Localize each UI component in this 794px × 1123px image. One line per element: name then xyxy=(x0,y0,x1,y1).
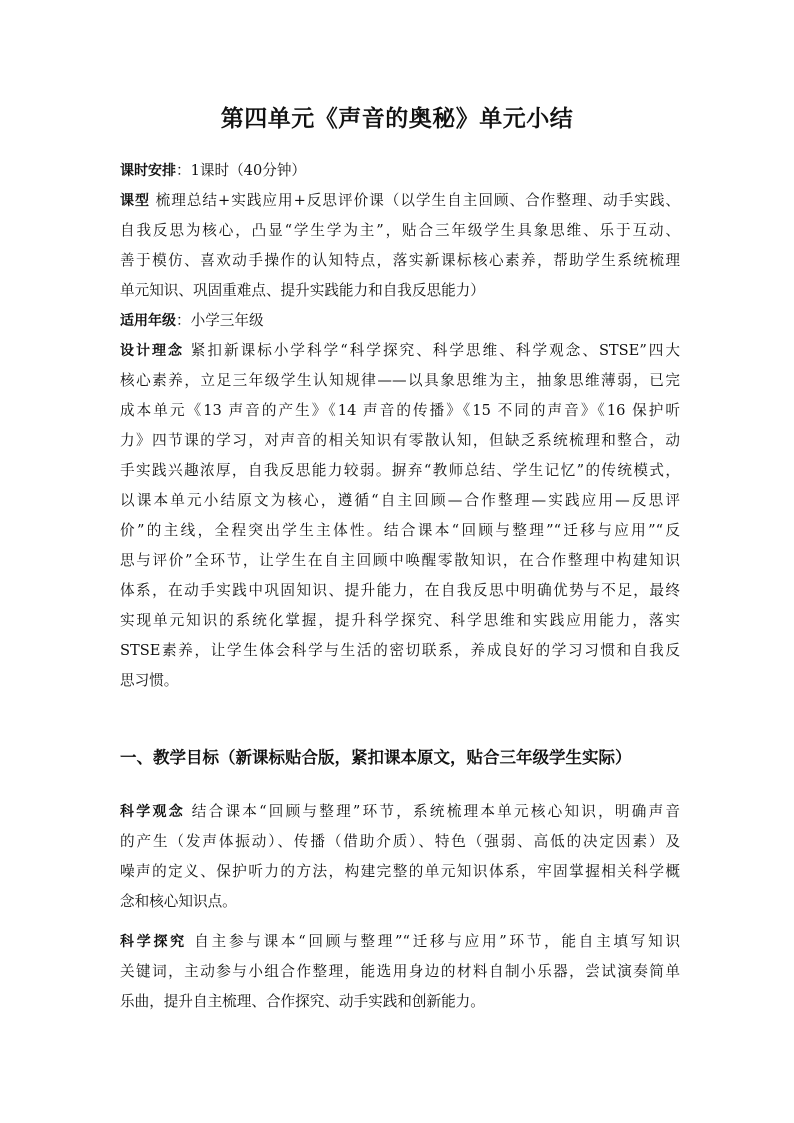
design-line: 思习惯。 xyxy=(120,672,179,689)
schedule-paragraph xyxy=(120,156,680,186)
design-line: 以课本单元小结原文为核心，遵循“自主回顾—合作整理—实践应用—反思评 xyxy=(120,492,680,509)
grade-paragraph xyxy=(120,306,680,336)
concept-paragraph xyxy=(120,797,680,917)
grade-sep: ： xyxy=(176,312,191,329)
schedule-sep: ： xyxy=(176,162,191,179)
lesson-type-line: 梳理总结+实践应用+反思评价课（以学生自主回顾、合作整理、动手实践、 xyxy=(155,192,680,209)
design-line: 手实践兴趣浓厚，自我反思能力较弱。摒弃“教师总结、学生记忆”的传统模式， xyxy=(120,462,680,479)
design-line: 成本单元《13 声音的产生》《14 声音的传播》《15 不同的声音》《16 保护听 xyxy=(120,402,680,419)
design-label: 设计理念 xyxy=(120,343,185,359)
concept-line: 噪声的定义、保护听力的方法，构建完整的单元知识体系，牢固掌握相关科学概 xyxy=(120,863,680,880)
lesson-type-line: 单元知识、巩固重难点、提升实践能力和自我反思能力） xyxy=(120,282,485,299)
design-line: 体系，在动手实践中巩固知识、提升能力，在自我反思中明确优势与不足，最终 xyxy=(120,582,680,599)
lesson-type-line: 自我反思为核心，凸显“学生学为主”，贴合三年级学生具象思维、乐于互动、 xyxy=(120,222,680,239)
design-line: 思与评价”全环节，让学生在自主回顾中唤醒零散知识，在合作整理中构建知识 xyxy=(120,552,680,569)
grade-label: 适用年级 xyxy=(120,313,176,329)
inquiry-paragraph xyxy=(120,927,680,1017)
design-line: STSE素养，让学生体会科学与生活的密切联系，养成良好的学习习惯和自我反 xyxy=(120,642,680,659)
concept-label: 科学观念 xyxy=(120,804,185,820)
schedule-value: 1课时（40分钟） xyxy=(190,162,307,179)
lesson-type-paragraph xyxy=(120,186,680,306)
design-line: 紧扣新课标小学科学“科学探究、科学思维、科学观念、STSE”四大 xyxy=(190,342,681,359)
inquiry-line: 自主参与课本“回顾与整理”“迁移与应用”环节，能自主填写知识 xyxy=(194,933,680,950)
lesson-type-line: 善于模仿、喜欢动手操作的认知特点，落实新课标核心素养，帮助学生系统梳理 xyxy=(120,252,680,269)
design-line: 核心素养，立足三年级学生认知规律——以具象思维为主，抽象思维薄弱，已完 xyxy=(120,372,680,389)
inquiry-label: 科学探究 xyxy=(120,934,187,950)
lesson-type-label: 课型 xyxy=(120,193,150,209)
design-paragraph xyxy=(120,336,680,696)
concept-sep xyxy=(185,803,192,820)
inquiry-line: 乐曲，提升自主梳理、合作探究、动手实践和创新能力。 xyxy=(120,993,485,1010)
schedule-label: 课时安排 xyxy=(120,163,176,179)
design-line: 价”的主线，全程突出学生主体性。结合课本“回顾与整理”“迁移与应用”“反 xyxy=(120,522,680,539)
design-line: 实现单元知识的系统化掌握，提升科学探究、科学思维和实践应用能力，落实 xyxy=(120,612,680,629)
section-heading: 一、教学目标（新课标贴合版，紧扣课本原文，贴合三年级学生实际） xyxy=(120,748,632,767)
concept-line: 念和核心知识点。 xyxy=(120,893,237,910)
design-sep xyxy=(184,342,191,359)
grade-value: 小学三年级 xyxy=(190,312,264,329)
page-title: 第四单元《声音的奥秘》单元小结 xyxy=(220,106,574,132)
concept-line: 的产生（发声体振动）、传播（借助介质）、特色（强弱、高低的决定因素）及 xyxy=(120,833,680,850)
design-line: 力》四节课的学习，对声音的相关知识有零散认知，但缺乏系统梳理和整合，动 xyxy=(120,432,680,449)
inquiry-line: 关键词，主动参与小组合作整理，能选用身边的材料自制小乐器，尝试演奏简单 xyxy=(120,963,680,980)
concept-line: 结合课本“回顾与整理”环节，系统梳理本单元核心知识，明确声音 xyxy=(191,803,680,820)
